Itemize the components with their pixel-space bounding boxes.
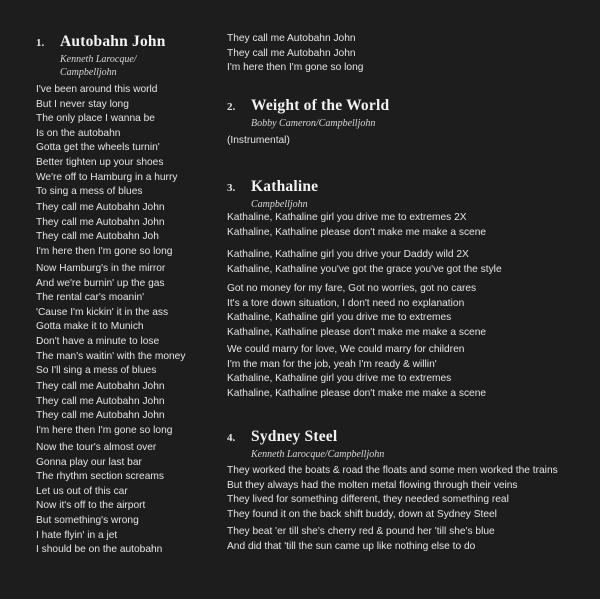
lyric-line: 'Cause I'm kickin' it in the ass	[36, 306, 169, 318]
song-credits	[251, 117, 595, 130]
lyric-line: Now the tour's almost over	[36, 442, 157, 453]
song-autobahn-john	[36, 33, 216, 79]
lyric-line: They found it on the back shift buddy, down at Sydney Steel	[227, 508, 497, 520]
song-title: Autobahn John	[60, 33, 166, 50]
lyric-line: It's a tore down situation, I don't need no explanation	[227, 297, 465, 309]
song-header	[227, 97, 595, 115]
lyric-line: They call me Autobahn John	[36, 216, 165, 228]
song-credits	[251, 198, 595, 211]
lyric-stanza	[227, 525, 495, 554]
song-title: Kathaline	[251, 178, 319, 195]
lyric-stanza	[227, 464, 558, 522]
credit-line: Kenneth Larocque/Campbelljohn	[251, 449, 385, 460]
lyric-line: The rental car's moanin'	[36, 292, 145, 304]
lyric-stanza	[227, 211, 486, 240]
lyric-line: Kathaline, Kathaline you've got the grace you've got the style	[227, 263, 502, 275]
lyric-line: I'm here then I'm gone so long	[227, 62, 364, 74]
lyric-line: They lived for something different, they needed something real	[227, 494, 509, 506]
credit-line: Kenneth Larocque/	[60, 54, 137, 65]
lyric-line: Gonna play our last bar	[36, 456, 142, 468]
credit-line: Bobby Cameron/Campbelljohn	[251, 118, 376, 129]
lyric-line: (Instrumental)	[227, 135, 290, 146]
lyric-line: The man's waitin' with the money	[36, 350, 186, 362]
song-sydney-steel	[227, 428, 595, 461]
lyric-line: They call me Autobahn John	[36, 410, 165, 422]
lyric-line: But they always had the molten metal flowing through their veins	[227, 479, 518, 491]
song-title: Sydney Steel	[251, 428, 338, 445]
lyric-line: The rhythm section screams	[36, 471, 164, 483]
lyric-stanza	[36, 262, 185, 379]
credit-line: Campbelljohn	[60, 67, 117, 78]
lyric-line: Gotta get the wheels turnin'	[36, 142, 160, 154]
lyric-line: To sing a mess of blues	[36, 186, 143, 198]
lyric-line: We could marry for love, We could marry for children	[227, 344, 465, 355]
lyric-line: They call me Autobahn John	[227, 33, 356, 44]
track-number: 4.	[227, 432, 236, 444]
lyric-line: The only place I wanna be	[36, 113, 155, 125]
lyric-line: They call me Autobahn John	[36, 395, 165, 407]
song-weight-of-the-world	[227, 97, 595, 130]
lyric-line: And we're burnin' up the gas	[36, 277, 165, 289]
lyric-line: But I never stay long	[36, 98, 129, 110]
lyric-line: They call me Autobahn John	[36, 202, 165, 213]
lyric-line: Is on the autobahn	[36, 127, 121, 139]
lyric-line: Kathaline, Kathaline please don't make me make a scene	[227, 226, 487, 238]
lyric-line: I should be on the autobahn	[36, 544, 163, 556]
lyric-line: Got no money for my fare, Got no worries, got no cares	[227, 283, 477, 294]
lyric-line: Kathaline, Kathaline girl you drive me to extremes	[227, 373, 452, 385]
lyric-line: So I'll sing a mess of blues	[36, 365, 157, 377]
credit-line: Campbelljohn	[251, 199, 308, 210]
lyric-line: I've been around this world	[36, 84, 158, 95]
lyric-stanza	[227, 248, 502, 277]
lyric-stanza	[36, 201, 172, 259]
song-header	[227, 178, 595, 196]
lyric-stanza	[36, 380, 172, 438]
lyric-line: Let us out of this car	[36, 485, 128, 497]
track-number: 3.	[227, 182, 236, 194]
lyric-line: But something's wrong	[36, 514, 139, 526]
lyric-stanza	[227, 32, 363, 76]
lyric-line: They call me Autobahn John	[227, 47, 356, 59]
lyric-stanza	[227, 282, 486, 340]
lyric-line: Better tighten up your shoes	[36, 156, 164, 168]
lyric-stanza	[36, 83, 177, 200]
lyric-line: They worked the boats & road the floats and some men worked the trains	[227, 465, 558, 476]
song-header	[36, 33, 216, 51]
lyric-line: Kathaline, Kathaline girl you drive me to extremes 2X	[227, 212, 467, 223]
lyric-line: Now it's off to the airport	[36, 500, 146, 512]
song-credits	[251, 448, 595, 461]
lyric-line: And did that 'till the sun came up like nothing else to do	[227, 540, 476, 552]
lyric-line: We're off to Hamburg in a hurry	[36, 171, 178, 183]
song-kathaline	[227, 178, 595, 211]
lyric-line: Kathaline, Kathaline please don't make me make a scene	[227, 387, 487, 399]
lyric-stanza	[227, 134, 290, 149]
track-number: 1.	[36, 37, 45, 49]
lyric-line: I'm here then I'm gone so long	[36, 245, 173, 257]
lyric-line: Don't have a minute to lose	[36, 335, 160, 347]
lyric-line: They call me Autobahn John	[36, 381, 165, 392]
lyric-line: I hate flyin' in a jet	[36, 529, 118, 541]
lyric-line: Kathaline, Kathaline please don't make me make a scene	[227, 326, 487, 338]
lyric-line: They beat 'er till she's cherry red & pound her 'till she's blue	[227, 526, 495, 537]
lyric-line: I'm here then I'm gone so long	[36, 424, 173, 436]
lyric-line: Kathaline, Kathaline girl you drive me to extremes	[227, 312, 452, 324]
lyric-line: Kathaline, Kathaline girl you drive your Daddy wild 2X	[227, 249, 469, 260]
track-number: 2.	[227, 101, 236, 113]
song-header	[227, 428, 595, 446]
lyric-line: Now Hamburg's in the mirror	[36, 263, 166, 274]
lyric-stanza	[36, 441, 164, 558]
lyric-stanza	[227, 343, 486, 401]
song-title: Weight of the World	[251, 97, 390, 114]
lyric-line: I'm the man for the job, yeah I'm ready & willin'	[227, 358, 437, 370]
song-credits	[60, 53, 216, 79]
lyric-line: Gotta make it to Munich	[36, 321, 144, 333]
lyric-line: They call me Autobahn Joh	[36, 231, 159, 243]
